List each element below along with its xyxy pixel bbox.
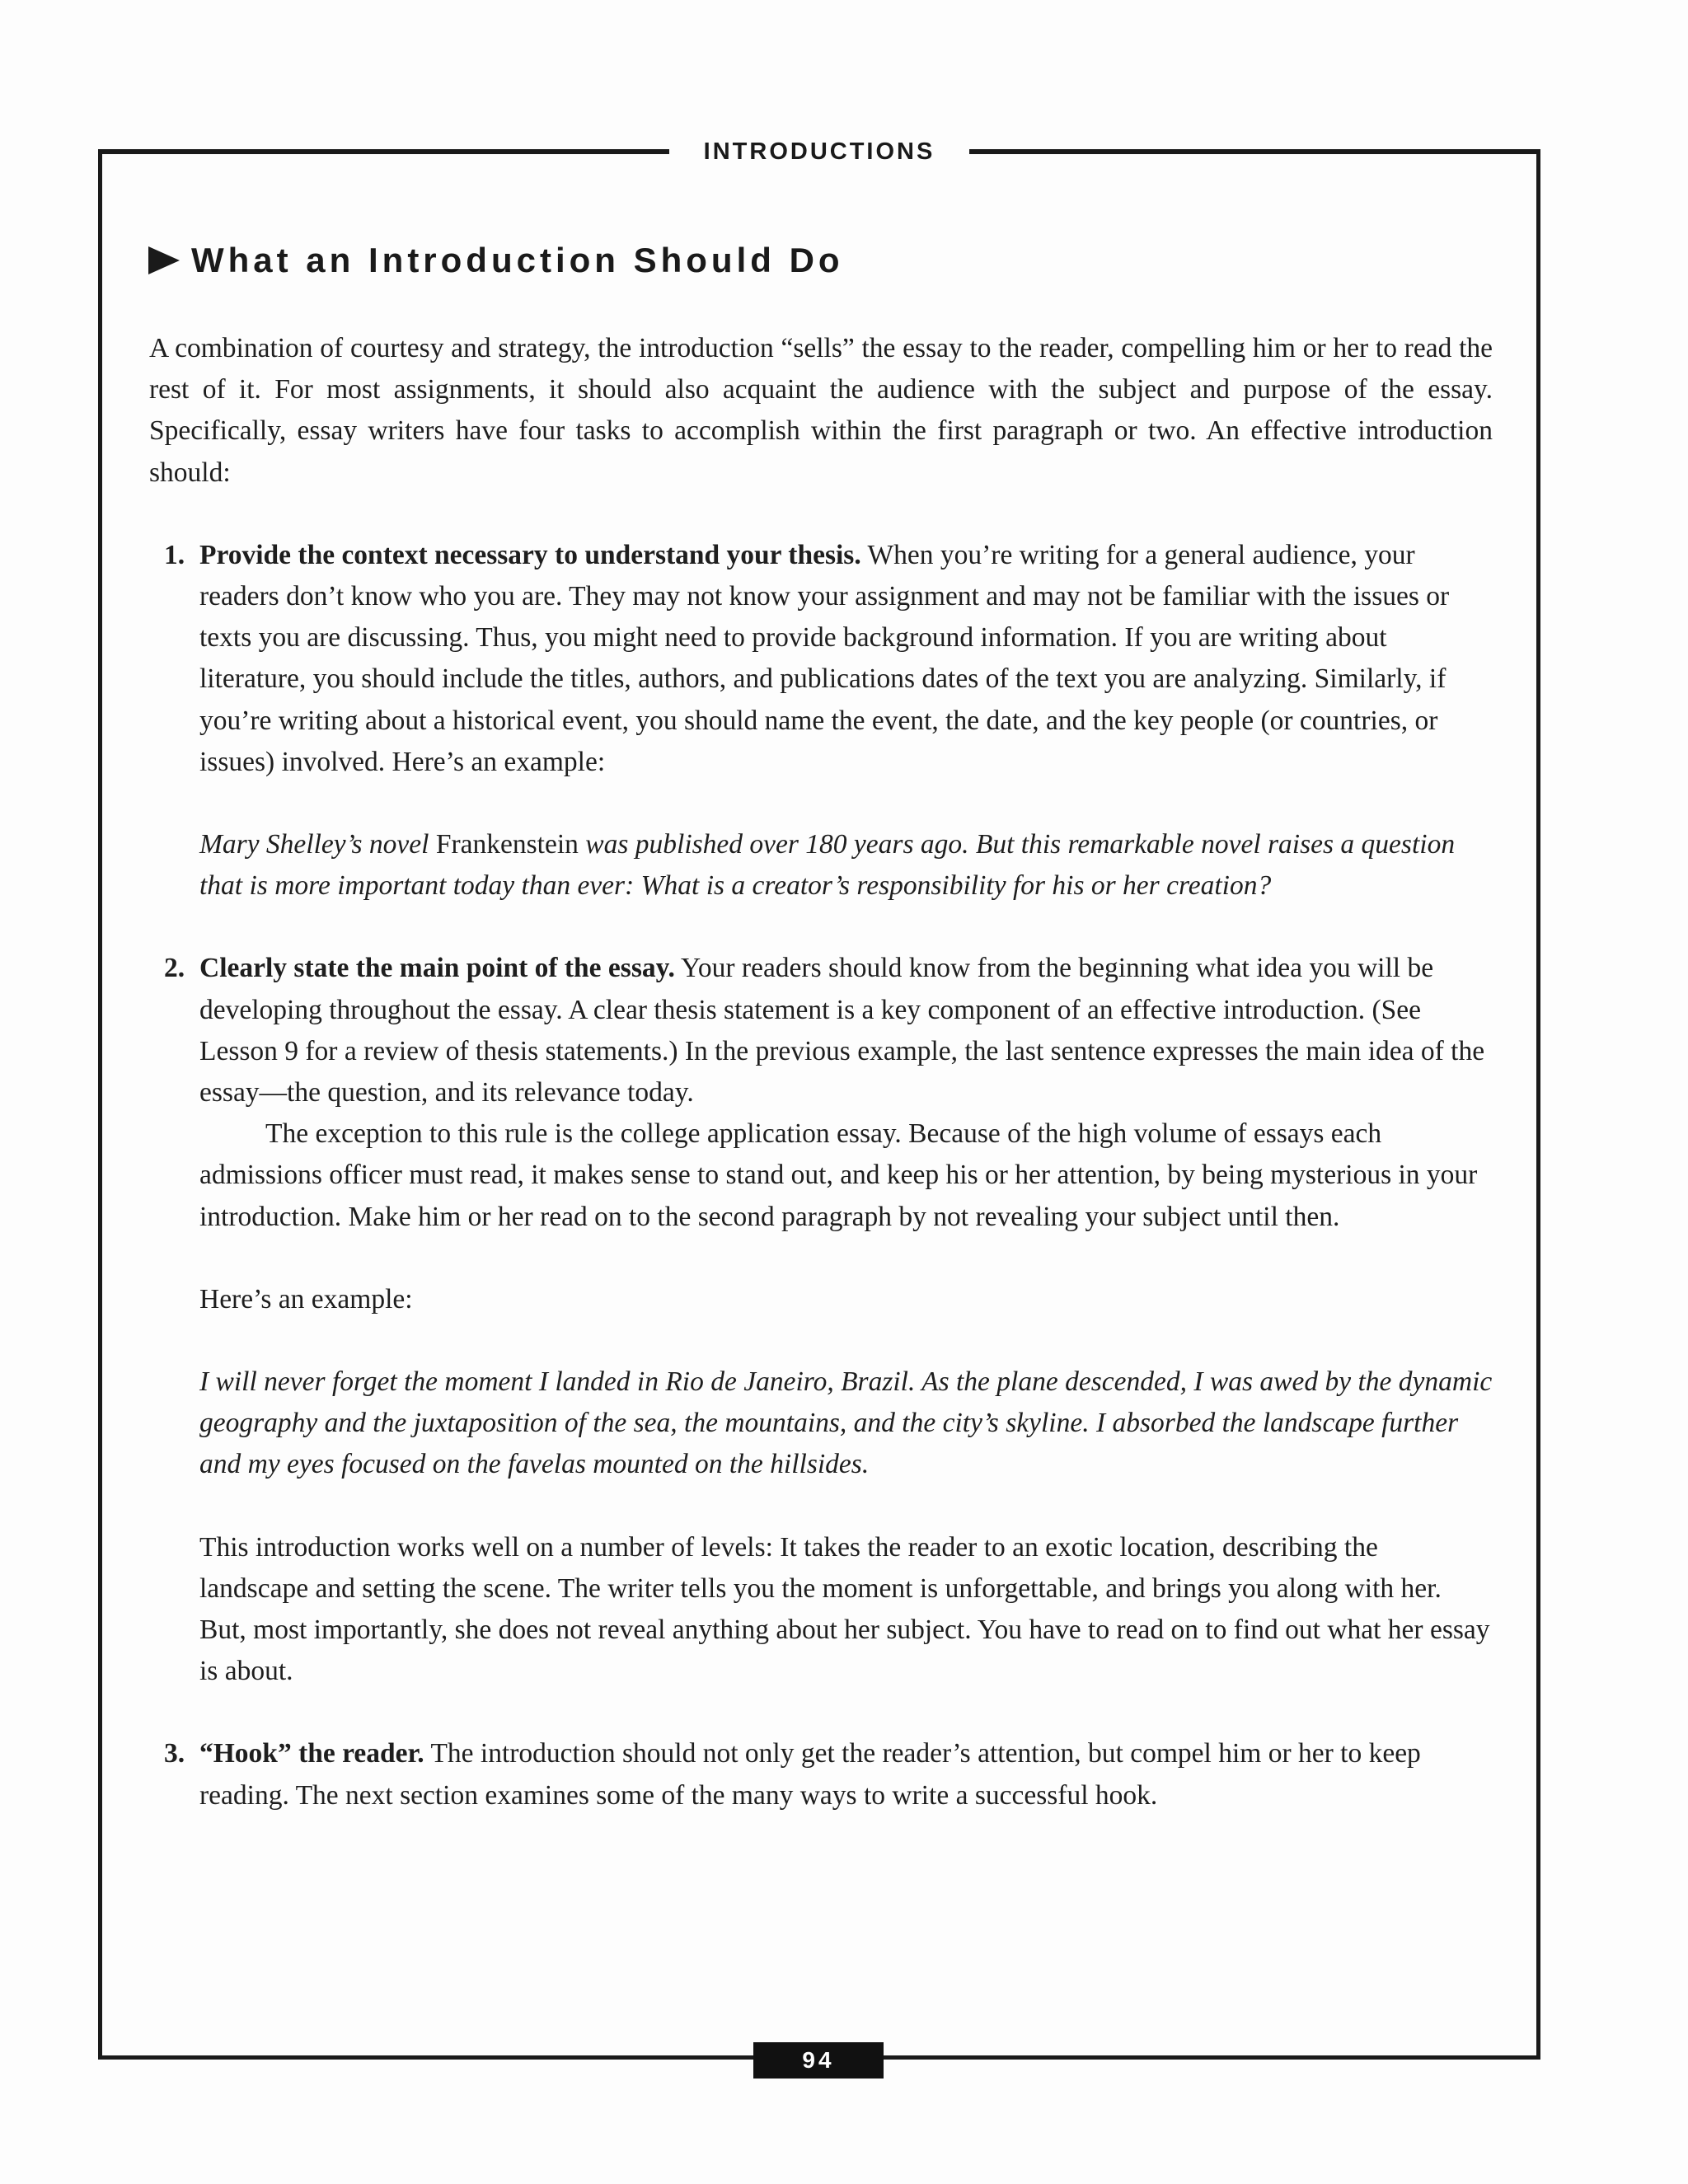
page-number: 94	[753, 2042, 884, 2079]
section-title: What an Introduction Should Do	[191, 241, 844, 279]
task-lead: “Hook” the reader.	[199, 1738, 424, 1769]
task-number: 3.	[164, 1738, 185, 1769]
example-text-part2: was published over 180 years ago. But this remarkable novel raises a question that is more important today than ever: What is a creator’s responsibility for his or her creation?	[199, 829, 1456, 902]
main-content	[149, 328, 1493, 1858]
task-item-2	[149, 948, 1493, 1692]
task-number: 2.	[164, 953, 185, 984]
task-paragraph	[199, 1733, 1493, 1816]
example-book-title: Frankenstein	[435, 829, 579, 860]
analysis-paragraph: This introduction works well on a number of levels: It takes the reader to an exotic location, describing the landscape and setting the scene. The writer tells you the moment is unforgettable, and brings you along with her. But, most importantly, she does not reveal anything about her subject. You have to read on to find out what her essay is about.	[199, 1531, 1490, 1687]
running-head: INTRODUCTIONS	[669, 137, 969, 166]
section-heading	[148, 236, 844, 285]
task-paragraph	[199, 948, 1493, 1113]
exception-paragraph: The exception to this rule is the college application essay. Because of the high volume of essays each admissions officer must read, it makes sense to stand out, and keep his or her attention, by being mysterious in your introduction. Make him or her read on to the second paragraph by not revealing your subject until then.	[199, 1118, 1478, 1232]
task-text: Your readers should know from the beginning what idea you will be developing throughout the essay. A clear thesis statement is a key component of an effective introduction. (See Lesson 9 for a review of thesis statements.) In the previous example, the last sentence expresses the main idea of the essay—the question, and its relevance today.	[199, 953, 1485, 1108]
task-lead: Clearly state the main point of the essay.	[199, 953, 675, 984]
task-lead: Provide the context necessary to understand your thesis.	[199, 539, 861, 570]
task-number: 1.	[164, 539, 185, 570]
example-quote: I will never forget the moment I landed in Rio de Janeiro, Brazil. As the plane descended, I was awed by the dynamic geography and the juxtaposition of the sea, the mountains, and the city’s skyline. I absorbed the landscape further and my eyes focused on the favelas mounted on the hillsides.	[199, 1366, 1493, 1480]
task-item-3	[149, 1733, 1493, 1816]
example-quote	[199, 824, 1493, 907]
intro-paragraph: A combination of courtesy and strategy, the introduction “sells” the essay to the reader, compelling him or her to read the rest of it. For most assignments, it should also acquaint the audience with the subject and purpose of the essay. Specifically, essay writers have four tasks to accomplish within the first paragraph or two. An effective introduction should:	[149, 333, 1493, 488]
task-list	[149, 535, 1493, 1816]
task-text: When you’re writing for a general audience, your readers don’t know who you are. They may not know your assignment and may not be familiar with the issues or texts you are discussing. Thus, you might need to provide background information. If you are writing about literature, you should include the titles, authors, and publications dates of the text you are analyzing. Similarly, if you’re writing about a historical event, you should name the event, the date, and the key people (or countries, or issues) involved. Here’s an example:	[199, 539, 1450, 777]
task-item-1	[149, 535, 1493, 907]
triangle-arrow-icon	[148, 246, 180, 274]
example-text-part1: Mary Shelley’s novel	[199, 829, 429, 860]
task-paragraph	[199, 535, 1493, 783]
example-intro: Here’s an example:	[199, 1283, 413, 1315]
task-text: The introduction should not only get the reader’s attention, but compel him or her to keep reading. The next section examines some of the many ways to write a successful hook.	[199, 1738, 1421, 1811]
